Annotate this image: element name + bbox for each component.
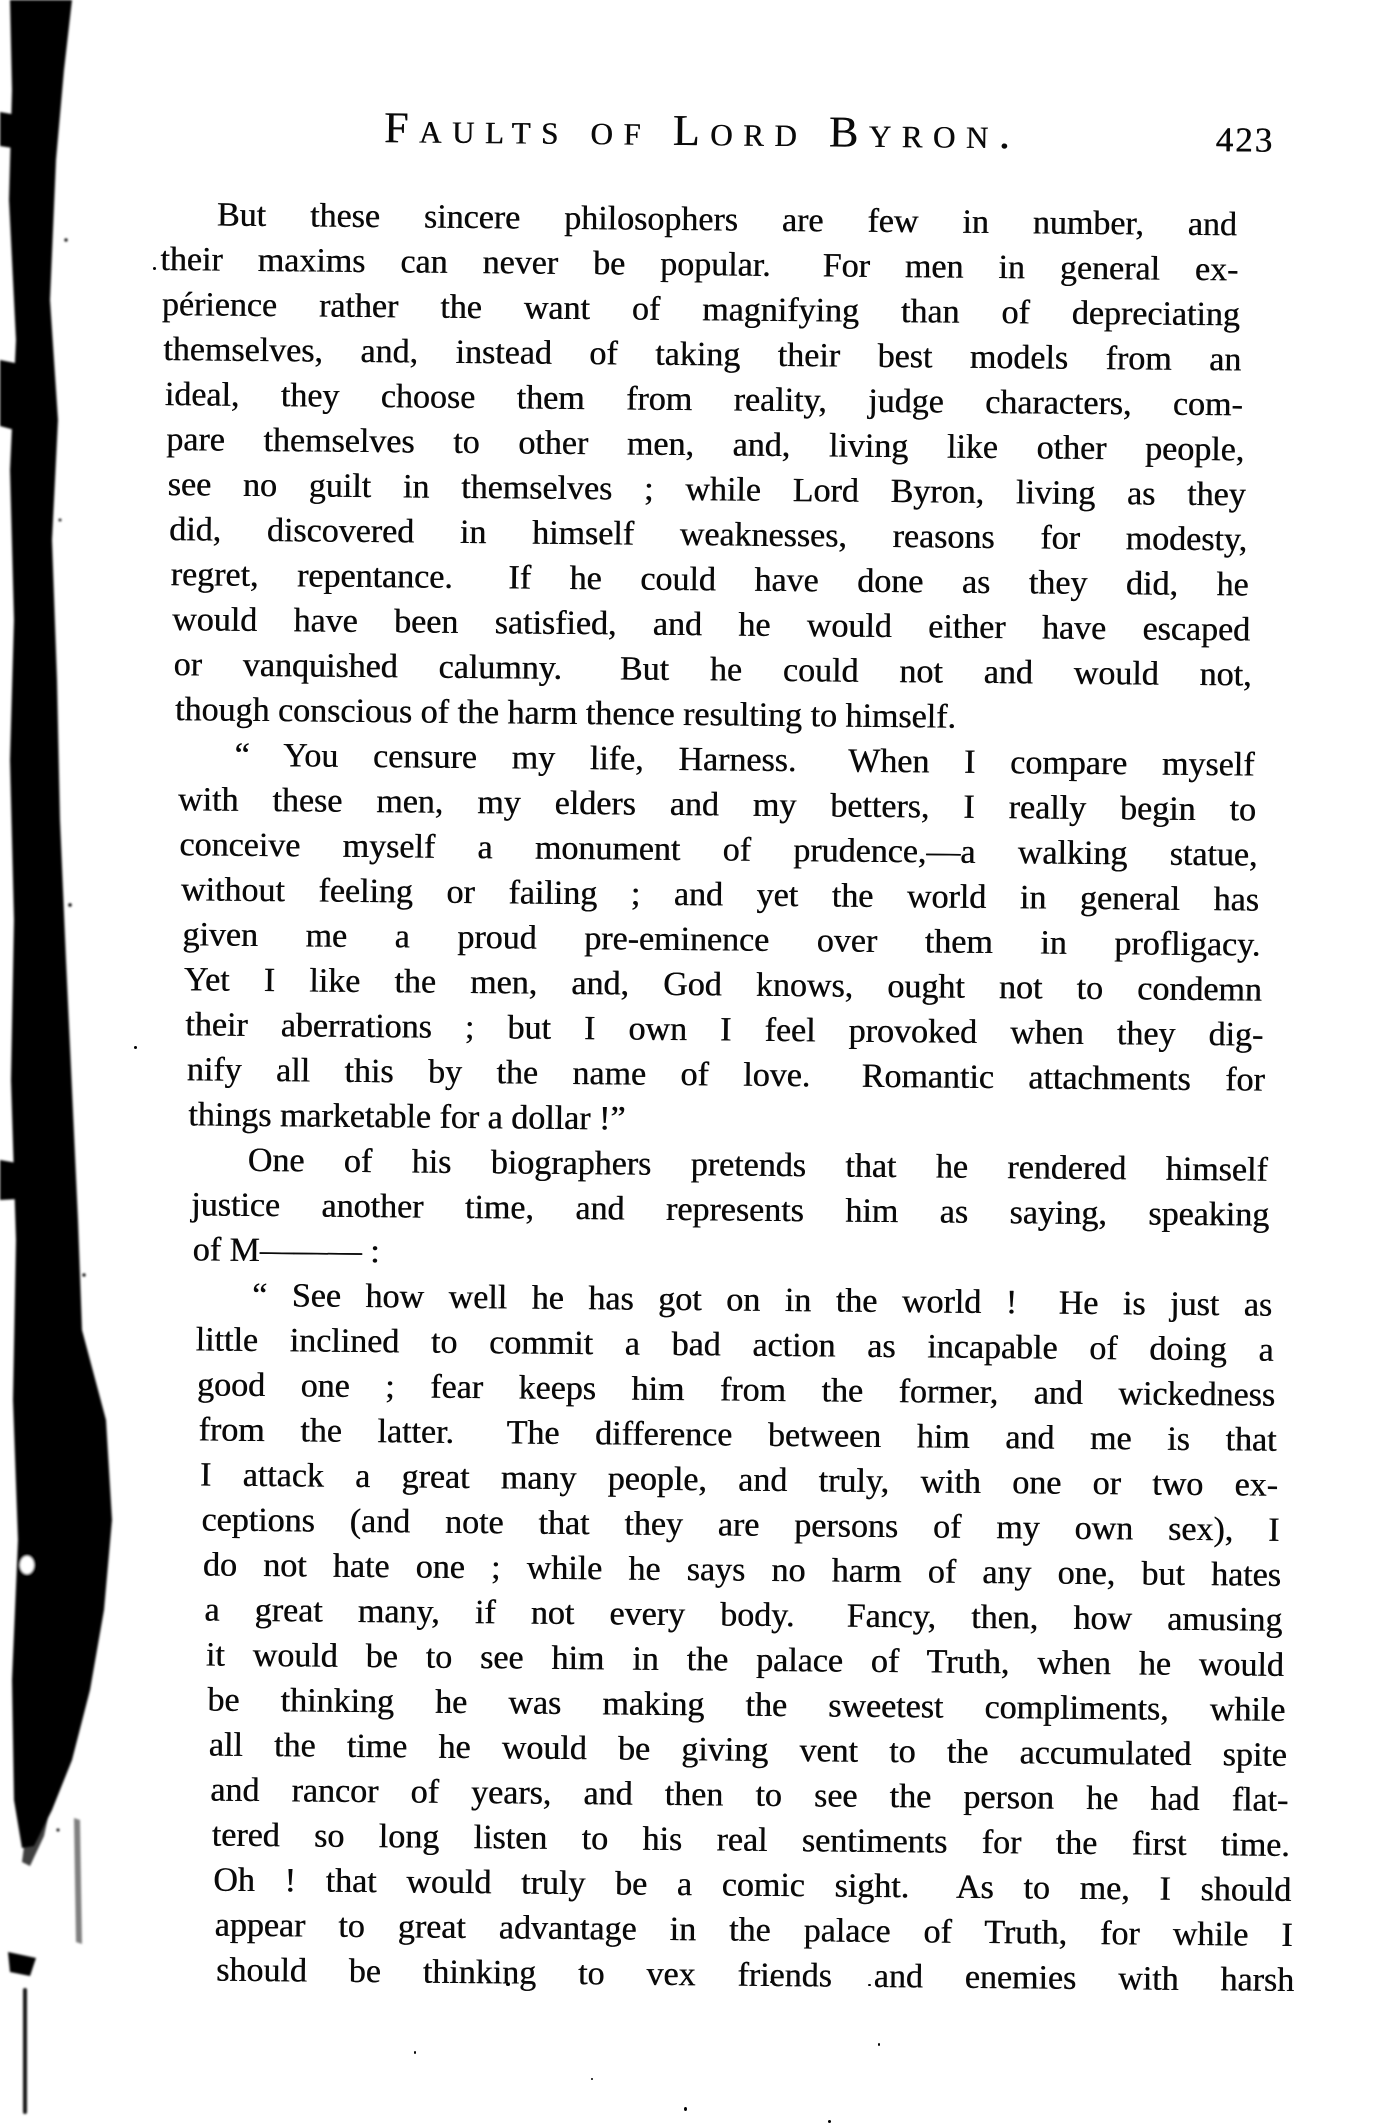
binding-shadow (0, 0, 140, 2128)
text-line: Yet I like the men, and, God knows, ought not to condemn (183, 961, 1262, 1009)
text-line: pare themselves to other men, and, living like other people, (166, 421, 1245, 469)
text-line: all the time he would be giving vent to the accumulated spite (208, 1726, 1287, 1774)
page-number: 423 (1215, 120, 1275, 160)
text-line: be thinking he was making the sweetest compliments, while (207, 1681, 1286, 1729)
text-line: would have been satisfied, and he would either have escaped (171, 601, 1251, 649)
text-line: and rancor of years, and then to see the person he had flat- (210, 1771, 1289, 1819)
text-line: “ You censure my life, Harness. When I compare myself (234, 736, 1255, 784)
text-line: themselves, and, instead of taking their best models from an (163, 331, 1242, 379)
text-line: things marketable for a dollar !” (188, 1096, 626, 1138)
text-line: justice another time, and represents him as saying, speaking (190, 1186, 1270, 1234)
text-line: it would be to see him in the palace of Truth, when he would (205, 1636, 1284, 1684)
text-line: a great many, if not every body. Fancy, then, how amusing (204, 1591, 1283, 1639)
running-title: Faults of Lord Byron. (383, 103, 1021, 159)
text-line: their maxims can never be popular. For men in general ex- (160, 241, 1239, 289)
text-line: ideal, they choose them from reality, judge characters, com- (164, 376, 1243, 424)
page-text-block (142, 96, 1295, 2002)
text-line: see no guilt in themselves ; while Lord Byron, living as they (167, 466, 1246, 514)
text-line: nify all this by the name of love. Romantic attachments for (186, 1051, 1265, 1099)
text-line: périence rather the want of magnifying than of depreciating (161, 286, 1240, 334)
text-line: with these men, my elders and my betters, I really begin to (177, 781, 1257, 829)
text-line: good one ; fear keeps him from the former, and wickedness (196, 1366, 1276, 1414)
text-line: their aberrations ; but I own I feel provoked when they dig- (185, 1006, 1264, 1054)
text-line: of M——— : (192, 1231, 380, 1271)
text-line: One of his biographers pretends that he rendered himself (247, 1141, 1268, 1189)
text-line: did, discovered in himself weaknesses, reasons for modesty, (168, 511, 1248, 559)
page-header (159, 96, 1275, 202)
text-line: without feeling or failing ; and yet the world in general has (180, 871, 1260, 919)
text-line: I attack a great many people, and truly, with one or two ex- (199, 1456, 1279, 1504)
text-line: But these sincere philosophers are few in number, and (216, 196, 1237, 244)
text-line: “ See how well he has got on in the world ! He is just as (251, 1276, 1273, 1324)
text-line: do not hate one ; while he says no harm of any one, but hates (202, 1546, 1282, 1594)
text-line: little inclined to commit a bad action as incapable of doing a (195, 1321, 1274, 1369)
text-line: tered so long listen to his real sentiments for the first time. (211, 1816, 1290, 1864)
text-line: from the latter. The difference between him and me is that (198, 1411, 1277, 1459)
text-line: regret, repentance. If he could have done as they did, he (170, 556, 1249, 604)
text-line: or vanquished calumny. But he could not and would not, (173, 646, 1252, 694)
text-line: appear to great advantage in the palace of Truth, for while I (214, 1906, 1293, 1954)
text-line: Oh ! that would truly be a comic sight. As to me, I should (212, 1861, 1292, 1909)
text-line: should be thinking to vex friends and enemies with harsh (215, 1951, 1295, 1999)
text-line: ceptions (and note that they are persons of my own sex), I (201, 1501, 1280, 1549)
text-line: conceive myself a monument of prudence,—a walking statue, (179, 826, 1258, 874)
body-text (142, 192, 1295, 2002)
text-line: given me a proud pre-eminence over them in profligacy. (182, 916, 1261, 964)
text-line: though conscious of the harm thence resulting to himself. (174, 691, 957, 736)
